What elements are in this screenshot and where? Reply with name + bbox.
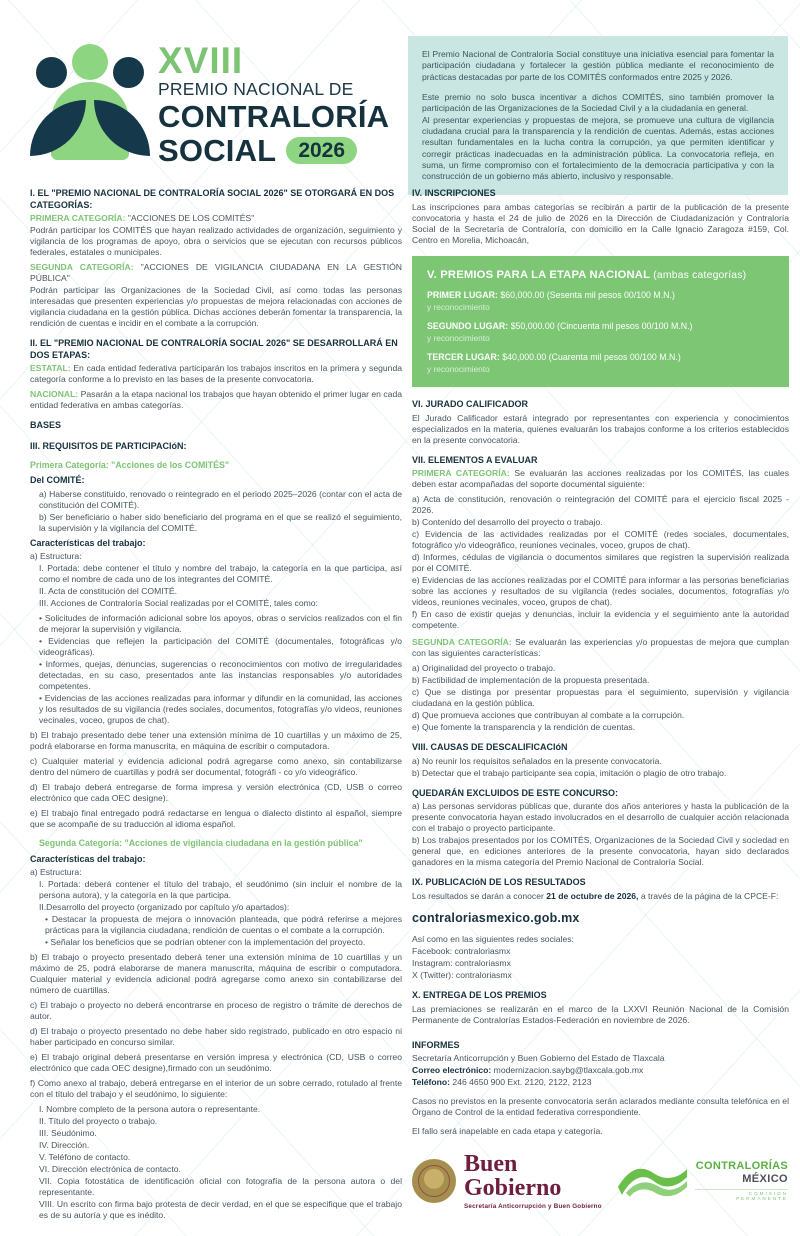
resultados-date: 21 de octubre de 2026, — [546, 891, 639, 901]
prizes-title-suffix: (ambas categorías) — [650, 269, 747, 281]
eval-2-d: d) Que promueva acciones que contribuyan al combate a la corrupción. — [412, 710, 685, 721]
buen-gobierno-logo — [412, 1152, 616, 1210]
phone-label: Teléfono: — [412, 1077, 451, 1088]
edition-numeral: XVIII — [158, 40, 244, 81]
eval-1-e: e) Evidencias de las acciones realizadas por el COMITÉ para informar a las personas beneficiarias sobre las acciones y resultados de su vigilancia (redes sociales, documentos, fotografías y/o videos, reuniones vecinales, voceo, grupos de chat). — [412, 575, 789, 608]
contralorias-wordmark: CONTRALORÍAS — [695, 1159, 788, 1172]
people-leaves-logo-icon — [36, 42, 144, 154]
section-7-title: VII. ELEMENTOS A EVALUAR — [412, 454, 538, 465]
sobre-item-8: VIII. Un escrito con firma bajo protesta de decir verdad, en el que se especifique que el trabajo es de su autoría y que es inédito. — [39, 1199, 402, 1221]
item-2-c: c) El trabajo o proyecto no deberá encontrarse en proceso de registro o trámite de derechos de autor. — [30, 1000, 402, 1022]
requisito-a: a) Haberse constituido, renovado o reintegrado en el periodo 2025–2026 (contar con el acta de constitución del COMITÉ). — [39, 488, 402, 510]
prize-third — [427, 352, 774, 375]
estructura-2: a) Estructura: — [30, 867, 82, 878]
social-instagram: Instagram: contraloriasmx — [412, 958, 511, 968]
section-3-subtitle: Primera Categoría: "Acciones de los COMITÉS" — [30, 460, 229, 471]
category-1-name: "ACCIONES DE LOS COMITÉS" — [125, 213, 255, 224]
excluded-title: QUEDARÁN EXCLUIDOS DE ESTE CONCURSO: — [412, 787, 619, 798]
bullet-2-1: • Destacar la propuesta de mejora o innovación planteada, que podrá referirse a mejores prácticas para la vigilancia ciudadana, rendición de cuentas o el combate a la corrupción. — [45, 914, 402, 936]
prize-first — [427, 290, 774, 313]
caracteristicas-2-heading: Características del trabajo: — [30, 853, 146, 864]
bullet-1-2: • Evidencias que reflejen la participación del COMITÉ (documentales, fotográficas y/o videográficas). — [39, 636, 402, 658]
prize-third-note: y reconocimiento — [427, 363, 490, 374]
section-6-body: El Jurado Calificador estará integrado por representantes con experiencia y conocimientos especializados en la materia, quienes evaluarán los trabajos conforme a los criterios establecidos en la presente convocatoria. — [412, 412, 789, 445]
item-2-e: e) El trabajo original deberá presentarse en versión impresa y electrónica (CD, USB o correo electrónico que cada OEC designe),firmado con un seudónimo. — [30, 1052, 402, 1074]
eval-cat2-body: Se evaluarán las experiencias y/o propuestas de mejora que cumplan con las siguientes características: — [412, 637, 790, 659]
informes-line-1: Secretaría Anticorrupción y Buen Gobierno del Estado de Tlaxcala — [412, 1053, 665, 1064]
email-value: modernizacion.saybg@tlaxcala.gob.mx — [491, 1065, 644, 1076]
portada-2: I. Portada: deberá contener el título del trabajo, el seudónimo (sin incluir el nombre de la persona autora), y la categoría en la que participa. — [39, 879, 402, 901]
item-1-c: c) Cualquier material y evidencia adicional podrá agregarse como anexo, sin contabilizarse dentro del número de cuartillas y podrá ser documental, fotográfi - co y/o videográfico. — [30, 756, 402, 778]
segunda-categoria-heading: Segunda Categoría: "Acciones de vigilancia ciudadana en la gestión pública" — [39, 838, 363, 849]
category-2-name: "ACCIONES DE VIGILANCIA CIUDADANA EN LA GESTIÓN PÚBLICA" — [30, 262, 403, 284]
sobre-item-4: IV. Dirección. — [39, 1140, 90, 1151]
caracteristicas-1-heading: Características del trabajo: — [30, 537, 146, 548]
eval-2-b: b) Factibilidad de implementación de la propuesta presentada. — [412, 675, 650, 686]
prize-second-label: SEGUNDO LUGAR: — [427, 320, 509, 331]
descalificacion-b: b) Detectar que el trabajo participante sea copia, imitación o plagio de otro trabajo. — [412, 767, 727, 778]
section-8-title: VIII. CAUSAS DE DESCALIFICACIóN — [412, 742, 568, 753]
sobre-item-3: III. Seudónimo. — [39, 1128, 97, 1139]
prize-first-amount: $60,000.00 (Sesenta mil pesos 00/100 M.N.) — [497, 289, 675, 300]
item-1-b: b) El trabajo presentado debe tener una extensión mínima de 10 cuartillas y un máximo de 25, podrá elaborarse en forma manuscrita, en máquina de escribir o computadora. — [30, 730, 402, 752]
prize-third-label: TERCER LUGAR: — [427, 351, 500, 362]
excluded-b: b) Los trabajos presentados por los COMITÉS, Organizaciones de la Sociedad Civil y sociedad en general que, en ediciones anteriores de la presente convocatoria, hayan sido declarados ganadores en la misma categoría del Premio Nacional de Contraloría Social. — [412, 835, 789, 868]
intro-paragraph-1: El Premio Nacional de Contraloría Social constituye una iniciativa esencial para fomentar la participación ciudadana y fortalecer la gestión pública mediante el reconocimiento de prácticas destacadas por parte de los COMITÉS conformados entre 2025 y 2026. — [422, 49, 774, 82]
title-line-3: SOCIAL — [158, 132, 277, 168]
left-column — [30, 188, 402, 1225]
eval-1-d: d) Informes, cédulas de vigilancia o documentos similares que registren la supervisión realizada por el COMITÉ. — [412, 552, 789, 574]
bullet-2-2: • Señalar los beneficios que se podrían obtener con la implementación del proyecto. — [45, 937, 366, 948]
buen-gobierno-subtitle: Secretaría Anticorrupción y Buen Gobierno — [464, 1203, 602, 1210]
bullet-1-3: • Informes, quejas, denuncias, sugerencias o reconocimientos con motivo de irregularidades detectadas, en su caso, presentados ante las instancias responsables y/o autoridades competentes. — [39, 659, 402, 692]
eval-1-c: c) Evidencia de las actividades realizadas por el COMITÉ (redes sociales, documentales, fotográfico y/o videográfico, reuniones vecinales, voceo, grupos de chat). — [412, 529, 789, 551]
item-2-b: b) El trabajo o proyecto presentado deberá tener una extensión mínima de 10 cuartillas y un máximo de 25, podrá elaborarse de manera manuscrita, máquina de escribir o computadora. Cualquier material y evidencia adicional podrá agregarse como anexo sin contabilizarse del número de cuartillas. — [30, 952, 402, 996]
del-comite-heading: Del COMITÉ: — [30, 475, 85, 486]
eval-2-a: a) Originalidad del proyecto o trabajo. — [412, 663, 556, 674]
desarrollo-2: II.Desarrollo del proyecto (organizado por capítulo y/o apartados): — [39, 902, 290, 913]
portada-1: I. Portada: debe contener el título y nombre del trabajo, la categoría en la que participa, así como el nombre de cada uno de los integrantes del COMITÉ. — [39, 563, 402, 585]
prize-third-amount: $40,000.00 (Cuarenta mil pesos 00/100 M.N.) — [499, 351, 681, 362]
eval-2-c: c) Que se distinga por presentar propuestas para el seguimiento, supervisión y vigilancia ciudadana en la gestión pública. — [412, 687, 789, 709]
bullet-1-1: • Solicitudes de información adicional sobre los apoyos, obras o servicios realizados con el fin de mejorar la supervisión y vigilancia. — [39, 613, 402, 635]
prize-second — [427, 321, 774, 344]
contralorias-mexico-logo — [616, 1161, 788, 1201]
prize-first-note: y reconocimiento — [427, 302, 490, 313]
sobre-item-2: II. Título del proyecto o trabajo. — [39, 1116, 158, 1127]
requisito-b: b) Ser beneficiario o haber sido beneficiario del programa en el que se realizó el seguimiento, la supervisión y la vigilancia del COMITÉ. — [39, 511, 402, 533]
estatal-body: En cada entidad federativa participarán los trabajos inscritos en la primera y segunda categoría conforme a lo previsto en las bases de la presente convocatoria. — [30, 363, 402, 385]
sobre-item-7: VII. Copia fotostática de identificación oficial con fotografía de la persona autora o del representante. — [39, 1176, 402, 1198]
year-badge: 2026 — [286, 137, 357, 164]
informes-title: INFORMES — [412, 1039, 460, 1050]
eval-1-f: f) En caso de existir quejas y denuncias, incluir la evidencia y el seguimiento ante la autoridad competente. — [412, 609, 789, 631]
prize-first-label: PRIMER LUGAR: — [427, 289, 498, 300]
item-2-d: d) El trabajo o proyecto presentado no debe haber sido registrado, publicado en otro espacio ni haber participado en concurso similar. — [30, 1026, 402, 1048]
right-column — [412, 188, 789, 1141]
acta-1: II. Acta de constitución del COMITÉ. — [39, 586, 178, 597]
item-2-f: f) Como anexo al trabajo, deberá entregarse en el interior de un sobre cerrado, rotulado al frente con el título del trabajo y el seudónimo, lo siguiente: — [30, 1078, 402, 1100]
bases-heading: BASES — [30, 420, 62, 431]
prize-second-amount: $50,000.00 (Cincuenta mil pesos 00/100 M.N.) — [508, 320, 693, 331]
phone-value: 246 4650 900 Ext. 2120, 2122, 2123 — [450, 1077, 592, 1088]
eval-1-b: b) Contenido del desarrollo del proyecto o trabajo. — [412, 517, 603, 528]
descalificacion-a: a) No reunir los requisitos señalados en la presente convocatoria. — [412, 755, 662, 766]
prizes-box — [412, 256, 789, 388]
sobre-item-1: I. Nombre completo de la persona autora o representante. — [39, 1104, 261, 1115]
casos-no-previstos: Casos no previstos en la presente convocatoria serán aclarados mediante consulta telefónica en el Órgano de Control de la entidad federativa correspondiente. — [412, 1096, 789, 1118]
estructura-1: a) Estructura: — [30, 551, 82, 562]
section-4-title: IV. INSCRIPCIONES — [412, 188, 496, 198]
footer-logos — [412, 1152, 788, 1210]
section-9-title: IX. PUBLICACIóN DE LOS RESULTADOS — [412, 877, 586, 888]
resultados-pre: Los resultados se darán a conocer — [412, 891, 547, 901]
nacional-body: Pasarán a la etapa nacional los trabajos que hayan obtenido el primer lugar en cada entidad federativa en ambas categorías. — [30, 389, 402, 411]
prizes-title: V. PREMIOS PARA LA ETAPA NACIONAL — [427, 268, 651, 281]
fallo-inapelable: El fallo será inapelable en cada etapa y categoría. — [412, 1126, 603, 1137]
website-url: contraloriasmexico.gob.mx — [412, 911, 580, 925]
section-4-body: Las inscripciones para ambas categorías se recibirán a partir de la publicación de la presente convocatoria y hasta el 24 de julio de 2026 en la Dirección de Ciudadanización y Contraloría Social de la Secretaría de Contraloría, con domicilio en la Calle Ignacio Zaragoza #159, Col. Centro en Morelia, Michoacán, — [412, 201, 789, 245]
prize-second-note: y reconocimiento — [427, 332, 490, 343]
item-1-d: d) El trabajo deberá entregarse de forma impresa y versión electrónica (CD, USB o correo electrónico que cada OEC designe). — [30, 782, 402, 804]
eval-cat1-label: PRIMERA CATEGORÍA: — [412, 468, 510, 479]
intro-summary-box — [408, 36, 788, 195]
category-2-label: SEGUNDA CATEGORÍA: — [30, 262, 134, 273]
mexico-wordmark: MÉXICO — [742, 1172, 788, 1185]
green-wave-icon — [616, 1161, 689, 1201]
sobre-item-5: V. Teléfono de contacto. — [39, 1152, 131, 1163]
category-1-body: Podrán participar los COMITÉS que hayan realizado actividades de organización, seguimiento y vigilancia de los programas de apoyo, obra o servicios que se ejecutan con recursos públicos federales, estatales o municipales. — [30, 225, 402, 258]
category-1-label: PRIMERA CATEGORÍA: — [30, 213, 126, 224]
bullet-1-4: • Evidencias de las acciones realizadas para informar y difundir en la comunidad, las acciones y los resultados de su vigilancia (redes sociales, documentos, fotografías y/o videos, reuniones vecinales, voceo, grupos de chat). — [39, 693, 402, 726]
category-2-body: Podrán participar las Organizaciones de la Sociedad Civil, así como todas las personas interesadas que presenten experiencias y/o propuestas de mejora relacionadas con acciones de vigilancia ciudadana en la gestión pública. Dichas acciones deberán fomentar la transparencia, la rendición de cuentas e incidir en el combate a la corrupción. — [30, 285, 402, 329]
intro-paragraph-3: Al presentar experiencias y propuestas de mejora, se promueve una cultura de vigilancia ciudadana crucial para la transparencia y la rendición de cuentas. Además, estas acciones resultan fundamentales en la lucha contra la corrupción, ya que permiten identificar y corregir prácticas inadecuadas en la administración pública. La convocatoria refleja, en suma, un firme compromiso con el fortalecimiento de la democracia participativa y con la construcción de un gobierno más abierto, inclusivo y responsable. — [422, 114, 774, 182]
section-3-title: III. REQUISITOS DE PARTICIPACIóN: — [30, 440, 187, 451]
social-twitter: X (Twitter): contraloriasmx — [412, 970, 512, 980]
eval-1-a: a) Acta de constitución, renovación o reintegración del COMITÉ para el ejercicio fiscal 2025 - 2026. — [412, 494, 789, 516]
buen-gobierno-wordmark: Buen Gobierno — [464, 1151, 562, 1201]
comision-permanente-label: COMISIÓN PERMANENTE — [695, 1189, 788, 1201]
intro-paragraph-2: Este premio no solo busca incentivar a dichos COMITÉS, sino también promover la participación de las Organizaciones de la Sociedad Civil y a la ciudadanía en general. — [422, 92, 774, 114]
section-10-title: X. ENTREGA DE LOS PREMIOS — [412, 990, 547, 1000]
nacional-label: NACIONAL: — [30, 389, 79, 400]
excluded-a: a) Las personas servidoras públicas que, durante dos años anteriores y hasta la publicación de la presente convocatoria hayan estado involucrados en el desarrollo de cualquier acción relacionada con el trabajo o proyecto participante. — [412, 801, 789, 834]
eagle-emblem-icon — [412, 1159, 456, 1203]
resultados-post: a través de la página de la CPCE-F: — [638, 891, 779, 901]
event-logo — [36, 42, 389, 166]
eval-cat2-label: SEGUNDA CATEGORÍA: — [412, 637, 512, 648]
section-2-title: II. EL "PREMIO NACIONAL DE CONTRALORÍA SOCIAL 2026" SE DESARROLLARÁ EN DOS ETAPAS: — [30, 338, 398, 360]
acciones-1: III. Acciones de Contraloría Social realizadas por el COMITÉ, tales como: — [39, 598, 318, 609]
social-facebook: Facebook: contraloriasmx — [412, 946, 511, 956]
eval-cat1-body: Se evaluarán las acciones realizadas por los COMITÉS, las cuales deben estar acompañadas del soporte documental siguiente: — [412, 468, 789, 490]
title-line-2: CONTRALORÍA — [158, 98, 390, 134]
email-label: Correo electrónico: — [412, 1065, 492, 1076]
social-intro: Así como en las siguientes redes sociales: — [412, 934, 574, 944]
sobre-item-6: VI. Dirección electrónica de contacto. — [39, 1164, 181, 1175]
item-1-e: e) El trabajo final entregado podrá redactarse en lengua o dialecto distinto al español, siempre que se acompañe de su traducción al idioma español. — [30, 808, 402, 830]
section-10-body: Las premiaciones se realizarán en el marco de la LXXVI Reunión Nacional de la Comisión Permanente de Contralorías Estados-Federación en noviembre de 2026. — [412, 1003, 789, 1025]
eval-2-e: e) Que fomente la transparencia y la rendición de cuentas. — [412, 722, 636, 733]
title-line-1: PREMIO NACIONAL DE — [158, 79, 354, 99]
section-1-title: I. EL "PREMIO NACIONAL DE CONTRALORÍA SOCIAL 2026" SE OTORGARÁ EN DOS CATEGORÍAS: — [30, 188, 395, 210]
estatal-label: ESTATAL: — [30, 363, 71, 374]
section-6-title: VI. JURADO CALIFICADOR — [412, 399, 529, 410]
